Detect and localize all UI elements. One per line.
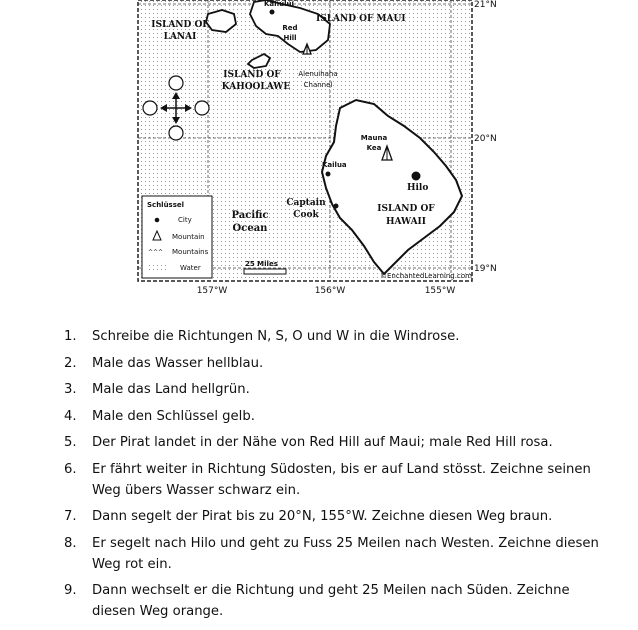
lanai-island [206,10,236,32]
task-number: 1. [64,329,77,344]
kahoolawe-label-2: KAHOOLAWE [221,82,291,92]
lanai-label-line1: ISLAND OF [151,20,209,30]
task-item [64,406,604,427]
task-item [64,379,604,400]
task-text: Dann wechselt er die Richtung und geht 25 Meilen nach Süden. Zeichne diesen Weg orange. [92,583,570,619]
task-item [64,432,604,453]
task-item [64,533,604,575]
task-text: Er fährt weiter in Richtung Südosten, bis er auf Land stösst. Zeichne seinen Weg übers Wasser schwarz ein. [92,461,591,498]
lon-155-label: 155°W [424,286,456,296]
channel-label: Alenuihaha [298,70,338,78]
lat-20-label: 20°N [474,134,497,144]
captain-cook-label-2: Cook [293,210,319,220]
task-number: 5. [64,435,77,450]
task-number: 3. [64,382,77,397]
task-item [64,353,604,374]
task-number: 8. [64,535,77,551]
ocean-label: Pacific [231,210,269,221]
scale-bar [244,269,286,274]
hilo-label: Hilo [407,183,429,193]
lat-21-label: 21°N [474,0,497,10]
task-text: Male das Wasser hellblau. [92,355,264,371]
task-item [64,580,604,622]
hawaii-map [0,0,638,300]
kailua-label: Kailua [322,161,347,169]
red-hill-label-2: Hill [283,34,297,42]
legend-city-label: City [178,216,192,224]
hawaii-label: ISLAND OF [377,204,435,214]
legend-title: Schlüssel [147,201,185,209]
red-hill-label: Red [282,24,298,32]
kailua-city-dot [326,172,331,177]
task-text: Male das Land hellgrün. [92,382,250,397]
task-list [64,326,604,628]
legend-box [142,196,212,278]
legend-water-label: Water [180,264,201,272]
lanai-label [151,20,209,30]
task-text: Male den Schlüssel gelb. [92,408,255,424]
kahului-city-dot [270,10,275,15]
kahului-label: Kahului [264,0,294,8]
task-number: 4. [64,408,77,424]
task-text: Der Pirat landet in der Nähe von Red Hill auf Maui; male Red Hill rosa. [92,435,553,450]
task-item [64,459,604,501]
credit-text: ©EnchantedLearning.com [380,272,472,280]
channel-label-2: Channel [303,81,333,89]
legend-mountain-label: Mountain [172,233,205,241]
task-number: 7. [64,509,77,524]
task-number: 2. [64,355,77,371]
legend-city-icon [155,218,160,223]
captain-cook-city-dot [334,204,339,209]
lanai-label-2: LANAI [163,32,197,42]
legend-mountains-label: Mountains [172,248,209,256]
task-number: 9. [64,583,77,598]
ocean-label-2: Ocean [232,223,268,234]
task-item [64,506,604,527]
task-text: Er segelt nach Hilo und geht zu Fuss 25 Meilen nach Westen. Zeichne diesen Weg rot ein. [92,535,599,572]
lon-157-label: 157°W [196,286,228,296]
scale-label: 25 Miles [245,260,278,268]
task-item [64,326,604,347]
hawaii-label-2: HAWAII [386,217,426,227]
lon-156-label: 156°W [314,286,346,296]
maui-label: ISLAND OF MAUI [316,14,406,24]
lat-19-label: 19°N [474,264,497,274]
legend-mountains-icon: ^^^ [148,249,164,256]
task-text: Dann segelt der Pirat bis zu 20°N, 155°W. Zeichne diesen Weg braun. [92,509,553,524]
legend-water-icon [148,262,168,271]
captain-cook-label: Captain [286,198,326,208]
mauna-kea-label: Mauna [360,134,388,142]
kahoolawe-label: ISLAND OF [223,70,281,80]
task-text: Schreibe die Richtungen N, S, O und W in die Windrose. [92,329,460,344]
mauna-kea-label-2: Kea [366,144,382,152]
hilo-city-dot [412,172,421,181]
task-number: 6. [64,461,77,477]
